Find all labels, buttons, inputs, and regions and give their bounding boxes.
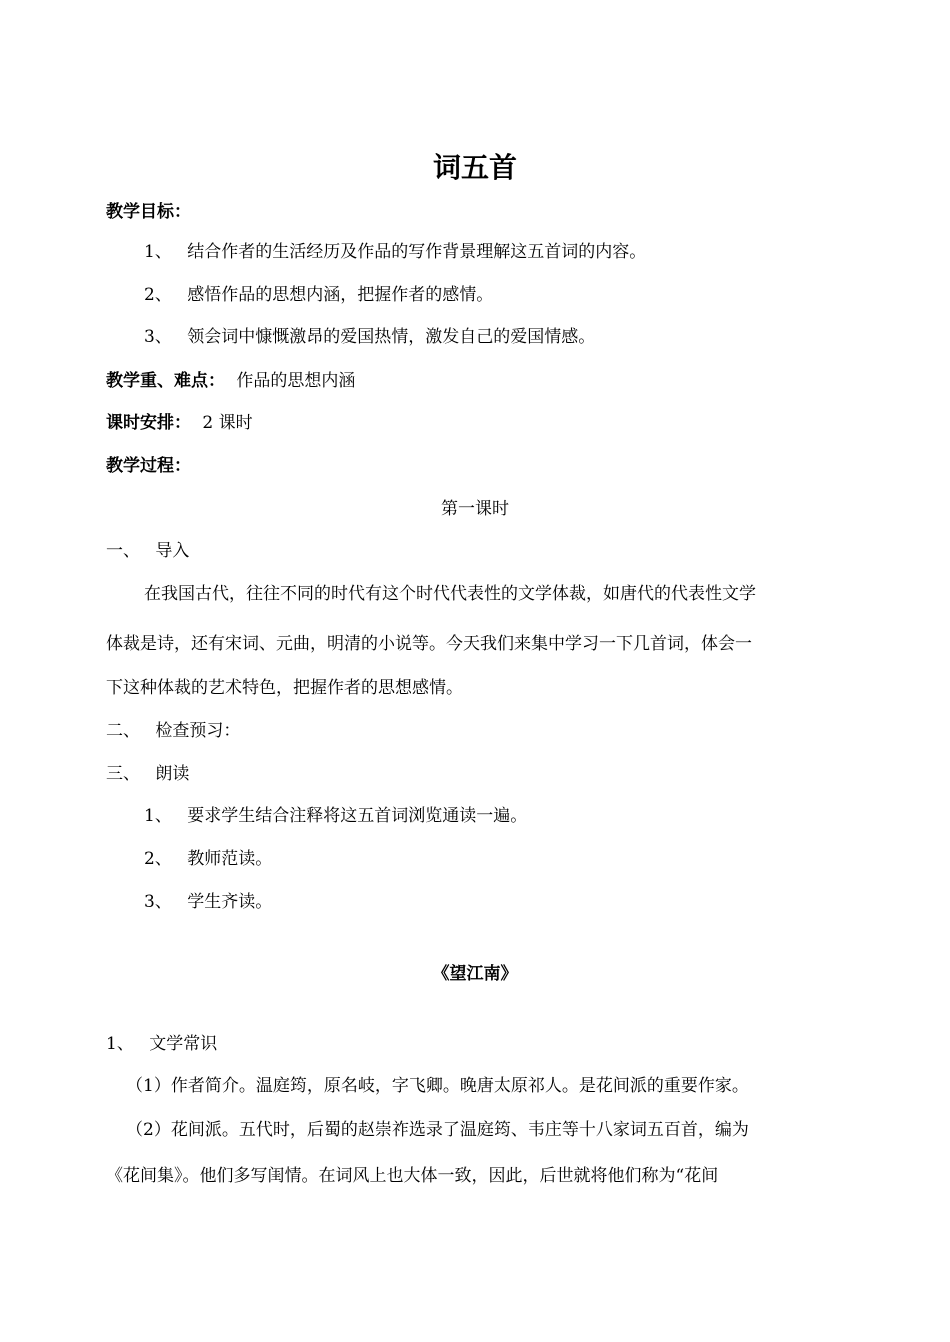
section-label: 检查预习： bbox=[155, 721, 241, 741]
section-number: 一、 bbox=[106, 541, 140, 561]
section-3-heading bbox=[106, 762, 189, 786]
keypoints-label: 教学重、难点： bbox=[106, 371, 225, 391]
item-number: 3、 bbox=[144, 892, 172, 912]
item-number: 2、 bbox=[144, 849, 172, 869]
objectives-heading: 教学目标： bbox=[106, 202, 191, 222]
section-label: 导入 bbox=[155, 541, 190, 561]
item-number: 2、 bbox=[144, 285, 172, 305]
objective-item-2 bbox=[144, 283, 493, 307]
item-number: 1、 bbox=[144, 242, 172, 262]
reading-item-2 bbox=[144, 847, 272, 871]
literature-heading bbox=[106, 1032, 217, 1056]
item-text: 教师范读。 bbox=[187, 849, 273, 869]
section-label: 朗读 bbox=[155, 764, 190, 784]
item-text: 结合作者的生活经历及作品的写作背景理解这五首词的内容。 bbox=[187, 242, 647, 262]
objective-item-1 bbox=[144, 240, 646, 264]
section-1-heading bbox=[106, 539, 189, 563]
item-text: 感悟作品的思想内涵，把握作者的感情。 bbox=[187, 285, 494, 305]
huajian-school-line-1: （2）花间派。五代时，后蜀的赵崇祚选录了温庭筠、韦庄等十八家词五百首，编为 bbox=[126, 1120, 749, 1140]
lesson-heading: 第一课时 bbox=[441, 499, 509, 519]
keypoints-line bbox=[106, 369, 355, 393]
intro-paragraph-line-3: 下这种体裁的艺术特色，把握作者的思想感情。 bbox=[106, 678, 463, 698]
huajian-school-line-2: 《花间集》。他们多写闺情。在词风上也大体一致，因此，后世就将他们称为“花间 bbox=[106, 1166, 719, 1186]
keypoints-value: 作品的思想内涵 bbox=[236, 371, 356, 391]
item-text: 学生齐读。 bbox=[187, 892, 273, 912]
intro-paragraph-line-2: 体裁是诗，还有宋词、元曲，明清的小说等。今天我们来集中学习一下几首词，体会一 bbox=[106, 634, 752, 654]
reading-item-3 bbox=[144, 890, 272, 914]
author-intro: （1）作者简介。温庭筠，原名岐，字飞卿。晚唐太原祁人。是花间派的重要作家。 bbox=[126, 1076, 749, 1096]
reading-item-1 bbox=[144, 804, 527, 828]
item-number: 1、 bbox=[144, 806, 172, 826]
document-title: 词五首 bbox=[432, 151, 517, 184]
schedule-label: 课时安排： bbox=[106, 413, 191, 433]
section-number: 二、 bbox=[106, 721, 140, 741]
section-number: 1、 bbox=[106, 1034, 134, 1054]
item-text: 要求学生结合注释将这五首词浏览通读一遍。 bbox=[187, 806, 528, 826]
section-number: 三、 bbox=[106, 764, 140, 784]
item-number: 3、 bbox=[144, 327, 172, 347]
section-2-heading bbox=[106, 719, 240, 743]
intro-paragraph-line-1: 在我国古代，往往不同的时代有这个时代代表性的文学体裁，如唐代的代表性文学 bbox=[144, 584, 756, 604]
process-heading: 教学过程： bbox=[106, 456, 191, 476]
schedule-value: 2 课时 bbox=[202, 413, 253, 433]
poem-title: 《望江南》 bbox=[432, 964, 518, 984]
item-text: 领会词中慷慨激昂的爱国热情，激发自己的爱国情感。 bbox=[187, 327, 596, 347]
schedule-line bbox=[106, 411, 253, 435]
section-label: 文学常识 bbox=[149, 1034, 218, 1054]
objective-item-3 bbox=[144, 325, 595, 349]
